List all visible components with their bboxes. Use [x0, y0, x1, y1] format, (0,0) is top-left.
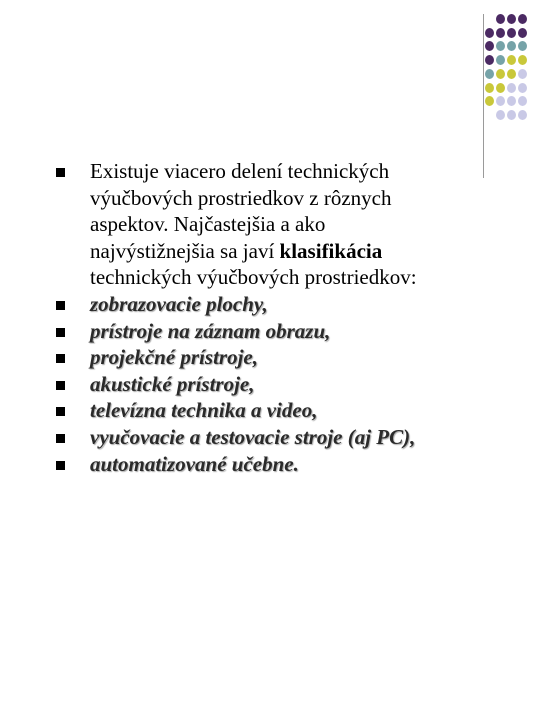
intro-text: [90, 158, 536, 291]
list-item-text: projekčné prístroje,: [90, 345, 258, 370]
decorative-dot: [518, 41, 527, 51]
intro-line-2: výučbových prostriedkov z rôznych: [90, 185, 392, 210]
list-item: [56, 424, 536, 451]
decorative-dot: [518, 14, 527, 24]
list-item-text: prístroje na záznam obrazu,: [90, 318, 331, 343]
intro-line-3: aspektov. Najčastejšia a ako: [90, 212, 326, 237]
slide-content: [56, 158, 536, 477]
list-item-text: televízna technika a video,: [90, 398, 318, 423]
intro-keyword: klasifikácia: [279, 238, 383, 263]
square-bullet-icon: [56, 301, 65, 310]
intro-line-5: technických výučbových prostriedkov:: [90, 265, 417, 290]
decorative-dot: [496, 55, 505, 65]
square-bullet-icon: [56, 168, 65, 177]
decorative-dot: [485, 69, 494, 79]
decorative-dot: [507, 69, 516, 79]
list-item: [56, 291, 536, 318]
list-item: [56, 451, 536, 478]
square-bullet-icon: [56, 354, 65, 363]
decorative-vertical-line: [483, 14, 484, 178]
list-item-text: automatizované učebne.: [90, 451, 299, 476]
decorative-dot: [518, 110, 527, 120]
list-item-text: akustické prístroje,: [90, 371, 255, 396]
decorative-dot: [496, 41, 505, 51]
decorative-dot: [507, 14, 516, 24]
decorative-dot: [507, 55, 516, 65]
decorative-dot: [496, 110, 505, 120]
decorative-dot: [496, 69, 505, 79]
list-item-text: vyučovacie a testovacie stroje (aj PC),: [90, 424, 416, 449]
square-bullet-icon: [56, 328, 65, 337]
list-item: [56, 371, 536, 398]
decorative-dot: [485, 96, 494, 106]
decorative-dot: [507, 96, 516, 106]
list-item: [56, 397, 536, 424]
list-item-text: zobrazovacie plochy,: [90, 291, 268, 316]
decorative-dot: [507, 28, 516, 38]
square-bullet-icon: [56, 407, 65, 416]
square-bullet-icon: [56, 461, 65, 470]
decorative-dot: [518, 83, 527, 93]
square-bullet-icon: [56, 381, 65, 390]
decorative-dot: [507, 110, 516, 120]
decorative-dot: [485, 28, 494, 38]
decorative-dot: [496, 96, 505, 106]
decorative-dot: [485, 83, 494, 93]
intro-line-4: najvýstižnejšia sa javí: [90, 238, 280, 263]
decorative-dot: [496, 14, 505, 24]
decorative-dot: [518, 55, 527, 65]
intro-line-1: Existuje viacero delení technických: [90, 159, 390, 183]
decorative-dot: [518, 69, 527, 79]
decorative-dot: [485, 55, 494, 65]
decorative-dot: [518, 28, 527, 38]
decorative-dot: [518, 96, 527, 106]
list-item: [56, 318, 536, 345]
list-item: [56, 344, 536, 371]
decorative-dot: [507, 41, 516, 51]
decorative-dot: [496, 28, 505, 38]
decorative-dot: [496, 83, 505, 93]
decorative-dot: [485, 41, 494, 51]
decorative-dot: [507, 83, 516, 93]
list-item-intro: [56, 158, 536, 291]
square-bullet-icon: [56, 434, 65, 443]
